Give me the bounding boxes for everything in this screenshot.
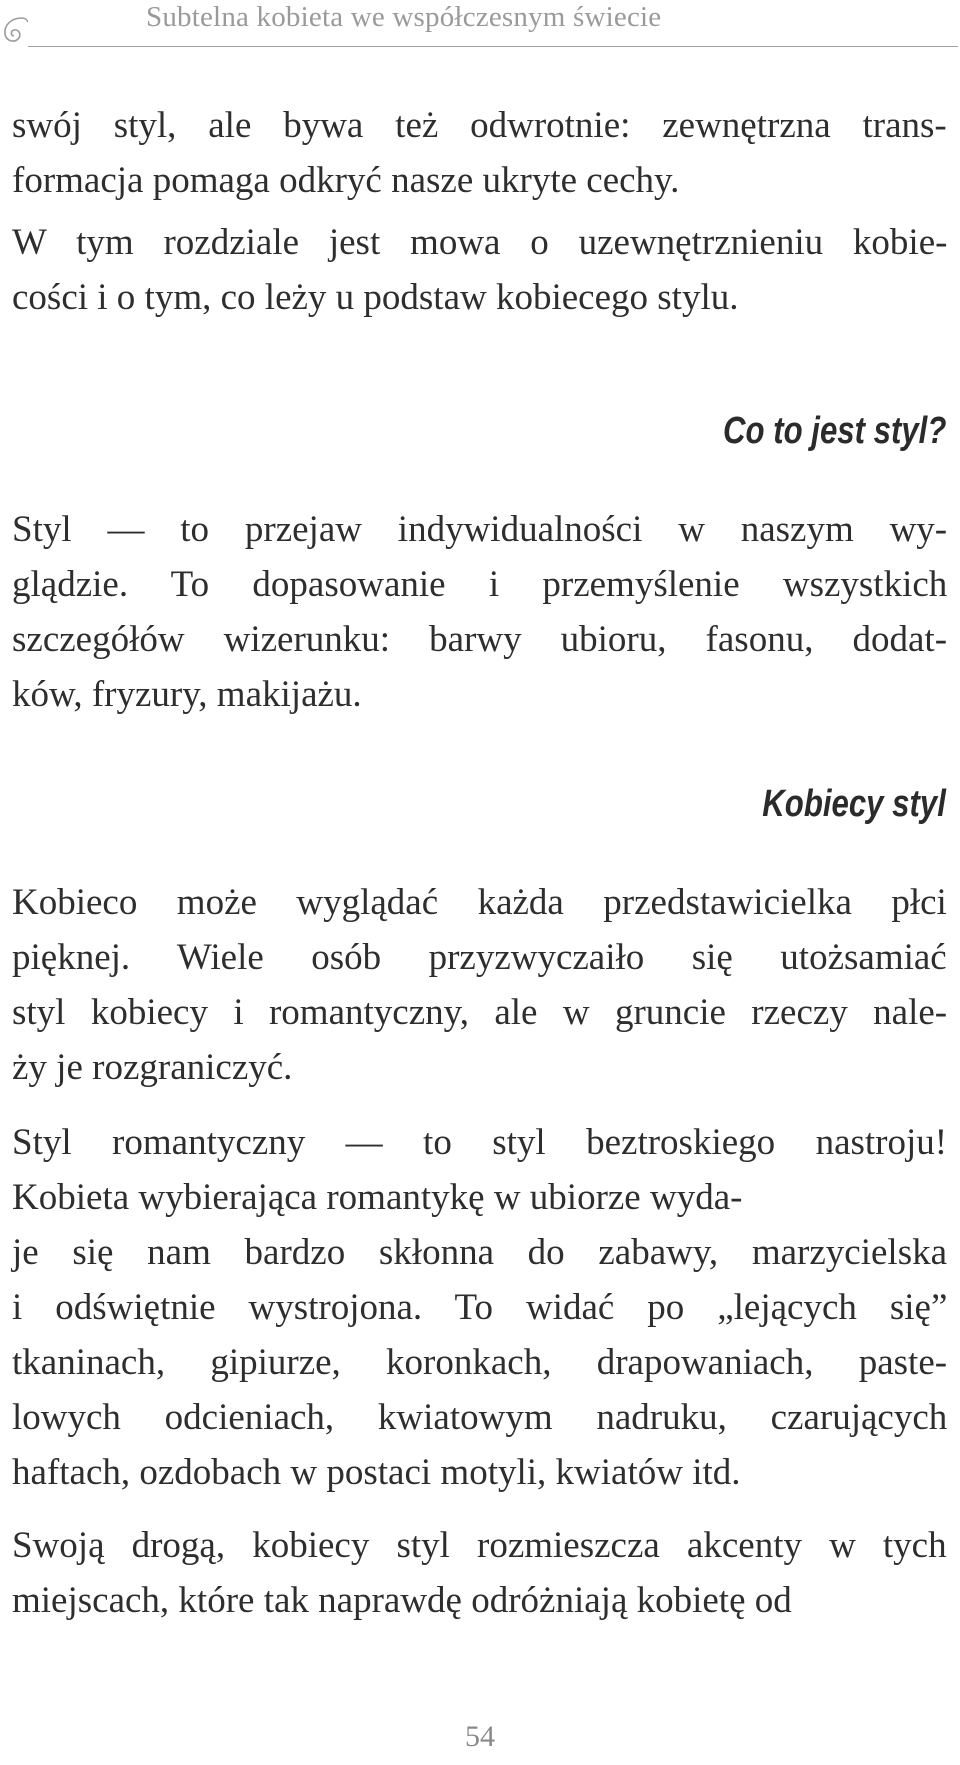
text-line: ków, fryzury, makijażu. bbox=[12, 674, 362, 715]
running-header-title: Subtelna kobieta we współczesnym świecie bbox=[146, 1, 662, 33]
text-line: ży je rozgraniczyć. bbox=[12, 1047, 293, 1088]
section-heading-co-to-jest-styl: Co to jest styl? bbox=[722, 410, 946, 452]
section-heading-kobiecy-styl: Kobiecy styl bbox=[762, 783, 946, 825]
text-line: swój styl, ale bywa też odwrotnie: zewnętrzna trans- bbox=[12, 105, 947, 146]
text-line: Kobieco może wyglądać każda przedstawicielka płci bbox=[12, 882, 947, 923]
text-line: miejscach, które tak naprawdę odróżniają kobietę od bbox=[12, 1580, 792, 1621]
text-line: Styl romantyczny — to styl beztroskiego nastroju! bbox=[12, 1122, 948, 1163]
text-line: Swoją drogą, kobiecy styl rozmieszcza akcenty w tych bbox=[12, 1525, 947, 1566]
page-number: 54 bbox=[465, 1720, 495, 1753]
text-line: W tym rozdziale jest mowa o uzewnętrznieniu kobie- bbox=[12, 222, 948, 263]
text-line: lowych odcieniach, kwiatowym nadruku, czarujących bbox=[12, 1397, 948, 1438]
text-line: styl kobiecy i romantyczny, ale w gruncie rzeczy nale- bbox=[12, 992, 948, 1033]
text-line: Kobieta wybierająca romantykę w ubiorze wyda- bbox=[12, 1177, 743, 1218]
text-line: cości i o tym, co leży u podstaw kobiecego stylu. bbox=[12, 277, 739, 318]
paragraph-5 bbox=[12, 1115, 947, 1500]
running-header bbox=[0, 0, 960, 60]
paragraph-2 bbox=[12, 215, 947, 325]
header-rule bbox=[28, 46, 958, 47]
text-line: formacja pomaga odkryć nasze ukryte cechy. bbox=[12, 160, 680, 201]
text-line: pięknej. Wiele osób przyzwyczaiło się utożsamiać bbox=[12, 937, 947, 978]
text-line: i odświętnie wystrojona. To widać po „lejących się” bbox=[12, 1287, 948, 1328]
text-line: szczegółów wizerunku: barwy ubioru, fasonu, dodat- bbox=[12, 619, 948, 660]
paragraph-6 bbox=[12, 1518, 947, 1628]
text-line: je się nam bardzo skłonna do zabawy, marzycielska bbox=[12, 1232, 948, 1273]
text-line: tkaninach, gipiurze, koronkach, drapowaniach, paste- bbox=[12, 1342, 948, 1383]
text-line: haftach, ozdobach w postaci motyli, kwiatów itd. bbox=[12, 1452, 741, 1493]
text-line: glądzie. To dopasowanie i przemyślenie wszystkich bbox=[12, 564, 948, 605]
paragraph-1 bbox=[12, 98, 947, 208]
paragraph-4 bbox=[12, 875, 947, 1095]
paragraph-3 bbox=[12, 502, 947, 722]
swirl-ornament-icon bbox=[2, 14, 28, 46]
text-line: Styl — to przejaw indywidualności w naszym wy- bbox=[12, 509, 948, 550]
